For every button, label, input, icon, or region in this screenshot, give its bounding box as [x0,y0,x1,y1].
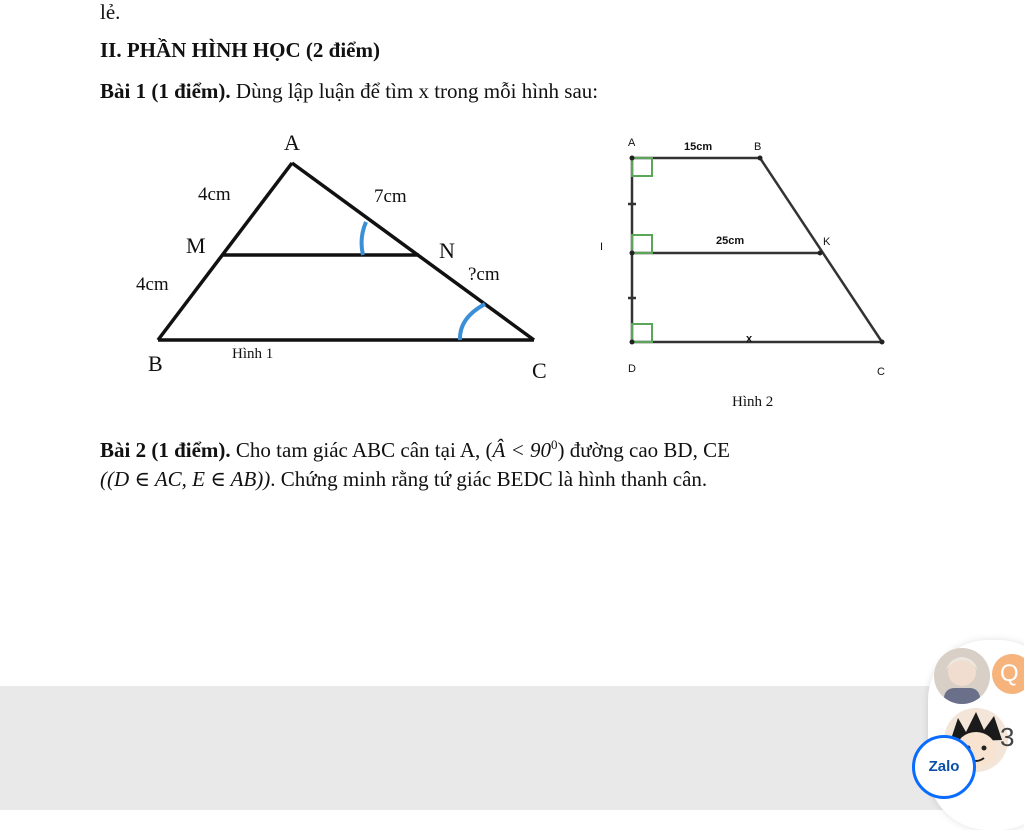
right-angle-a [632,158,652,176]
point-i [630,251,635,256]
bai2-text2: ) đường cao BD, CE [557,438,730,462]
chat-badge-letter: Q [992,654,1024,694]
length-nc: ?cm [468,264,500,285]
label-i2: I [600,241,604,253]
length-ab: 15cm [684,141,713,153]
point-a [630,156,635,161]
angle-arc-n [362,222,366,255]
figure-2 [580,120,910,420]
point-b [758,156,763,161]
length-am: 4cm [198,184,231,205]
caption-2: Hình 2 [732,394,774,410]
caption-1: Hình 1 [232,346,274,362]
figure-1 [120,120,550,390]
bai2-text1: Cho tam giác ABC cân tại A, ( [230,438,493,462]
bai2-line1 [100,437,730,463]
label-a: A [284,130,300,155]
bai1-paragraph [100,79,598,104]
bai2-label: Bài 2 (1 điểm). [100,438,231,462]
length-ik: 25cm [716,235,745,247]
right-angle-d [632,324,652,342]
chat-count: 3 [1000,722,1015,752]
bai2-degree: 0 [551,437,558,452]
top-fragment: lẻ. [100,0,121,24]
point-c [880,340,885,345]
bai1-label: Bài 1 (1 điểm). [100,79,231,103]
point-k [818,251,823,256]
bai2-text3: . Chứng minh rằng tứ giác BEDC là hình thanh cân. [270,467,708,491]
side-ac [292,163,534,340]
angle-arc-c [460,304,485,340]
label-c: C [532,358,547,383]
length-an: 7cm [374,186,407,207]
length-dc: x [746,333,753,345]
chat-avatar-1[interactable] [934,648,990,704]
bai2-angle: Â < 90 [492,438,552,462]
label-m: M [186,233,206,258]
zalo-button[interactable]: Zalo [912,735,976,799]
bottom-overlay-band [0,686,1024,810]
label-a2: A [628,137,636,149]
right-angle-i [632,235,652,253]
label-c2: C [877,366,885,378]
bai2-line2 [100,467,707,492]
bai2-math: ((D ∈ AC, E ∈ AB)) [100,467,271,491]
label-k2: K [823,236,831,248]
section-title: II. PHẦN HÌNH HỌC (2 điểm) [100,38,380,62]
label-b: B [148,351,163,376]
label-n: N [439,238,455,263]
length-mb: 4cm [136,274,169,295]
bai1-text: Dùng lập luận để tìm x trong mỗi hình sau: [230,79,599,103]
label-b2: B [754,141,762,153]
point-d [630,340,635,345]
label-d2: D [628,363,636,375]
side-bc [760,158,882,342]
